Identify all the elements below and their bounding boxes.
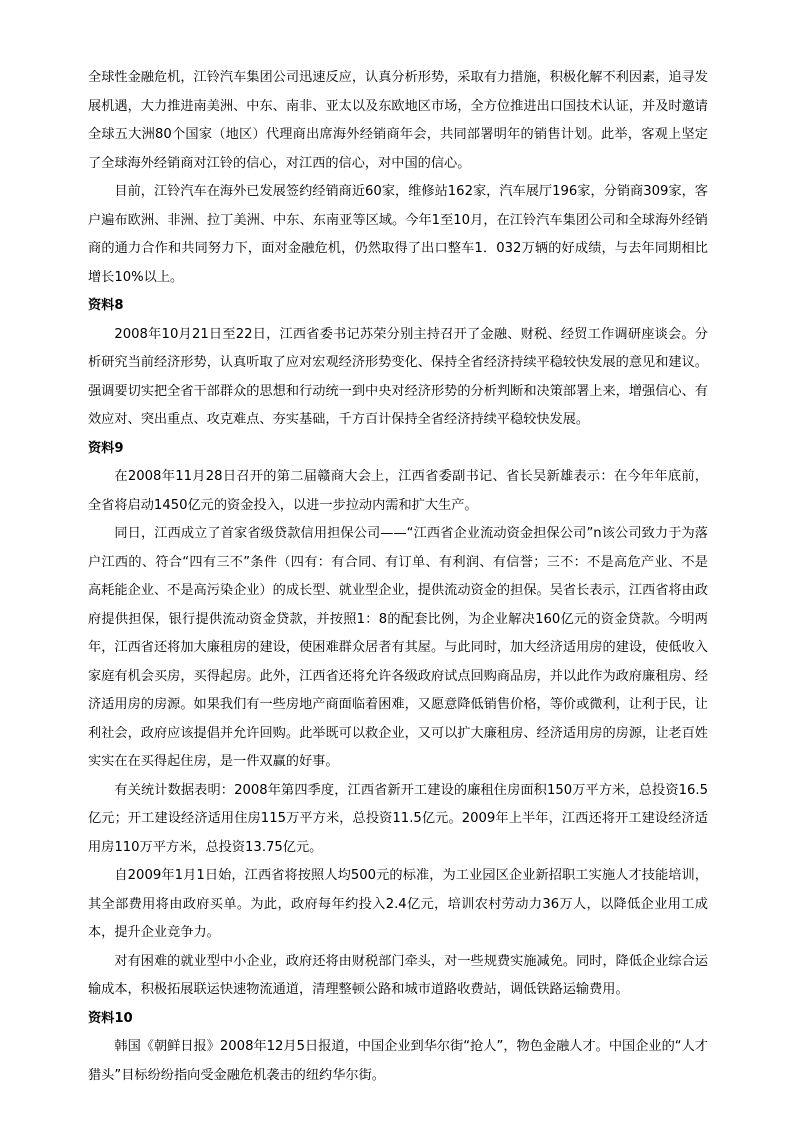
paragraph-material-9-intro: 在2008年11月28日召开的第二届赣商大会上，江西省委副书记、省长吴新雄表示：在今年年底前，全省将启动1450亿元的资金投入，以进一步拉动内需和扩大生产。 bbox=[88, 469, 708, 513]
paragraph-material-9-guarantee: 同日，江西成立了首家省级贷款信用担保公司——“江西省企业流动资金担保公司”n该公司致力于为落户江西的、符合“四有三不”条件（四有：有合同、有订单、有利润、有信誉；三不：不是高危产业、不是高耗能企业、不是高污染企业）的成长型、就业型企业，提供流动资金的担保。吴省长表示，江西省将由政府提供担保，银行提供流动资金贷款，并按照1：8的配套比例，为企业解决160亿元的资金贷款。今明两年，江西省还将加大廉租房的建设，使困难群众居者有其屋。与此同时，加大经济适用房的建设，使低收入家庭有机会买房，买得起房。此外，江西省还将允许各级政府试点回购商品房，并以此作为政府廉租房、经济适用房的房源。如果我们有一些房地产商面临着困难，又愿意降低销售价格，等价或微利，让利于民，让利社会，政府应该提倡并允许回购。此举既可以救企业，又可以扩大廉租房、经济适用房的房源，让老百姓实实在在买得起住房，是一件双赢的好事。 bbox=[88, 526, 708, 769]
paragraph-material-10: 韩国《朝鲜日报》2008年12月5日报道，中国企业到华尔街“抢人”，物色金融人才。中国企业的“人才猎头”目标纷纷指向受金融危机袭击的纽约华尔街。 bbox=[88, 1039, 708, 1083]
paragraph-material-9-training: 自2009年1月1日始，江西省将按照人均500元的标准，为工业园区企业新招职工实施人才技能培训，其全部费用将由政府买单。为此，政府每年约投入2.4亿元，培训农村劳动力36万人，以降低企业用工成本，提升企业竞争力。 bbox=[88, 868, 708, 940]
document-page bbox=[88, 64, 708, 1090]
section-heading-material-8: 资料8 bbox=[88, 298, 124, 313]
paragraph-jiangling-overseas: 目前，江铃汽车在海外已发展签约经销商近60家，维修站162家，汽车展厅196家，分销商309家，客户遍布欧洲、非洲、拉丁美洲、中东、东南亚等区域。今年1至10月，在江铃汽车集团公司和全球海外经销商的通力合作和共同努力下，面对金融危机，仍然取得了出口整车1．032万辆的好成绩，与去年同期相比增长10%以上。 bbox=[88, 184, 708, 285]
section-heading-material-10: 资料10 bbox=[88, 1010, 133, 1026]
paragraph-material-9-statistics: 有关统计数据表明：2008年第四季度，江西省新开工建设的廉租住房面积150万平方米，总投资16.5亿元；开工建设经济适用住房115万平方米，总投资11.5亿元。2009年上半年，江西还将开工建设经济适用房110万平方米，总投资13.75亿元。 bbox=[88, 782, 708, 855]
paragraph-jiangling-crisis-response: 全球性金融危机，江铃汽车集团公司迅速反应，认真分析形势，采取有力措施，积极化解不利因素，追寻发展机遇，大力推进南美洲、中东、南非、亚太以及东欧地区市场，全方位推进出口国技术认证，并及时邀请全球五大洲80个国家（地区）代理商出席海外经销商年会，共同部署明年的销售计划。此举，客观上坚定了全球海外经销商对江铃的信心，对江西的信心，对中国的信心。 bbox=[88, 70, 708, 171]
paragraph-material-8: 2008年10月21日至22日，江西省委书记苏荣分别主持召开了金融、财税、经贸工作调研座谈会。分析研究当前经济形势，认真听取了应对宏观经济形势变化、保持全省经济持续平稳较快发展的意见和建议。强调要切实把全省干部群众的思想和行动统一到中央对经济形势的分析判断和决策部署上来，增强信心、有效应对、突出重点、攻克难点、夯实基础，千方百计保持全省经济持续平稳较快发展。 bbox=[88, 326, 708, 427]
section-heading-material-9: 资料9 bbox=[88, 440, 124, 456]
paragraph-material-9-sme: 对有困难的就业型中小企业，政府还将由财税部门牵头，对一些规费实施减免。同时，降低企业综合运输成本，积极拓展联运快速物流通道，清理整顿公路和城市道路收费站，调低铁路运输费用。 bbox=[88, 953, 708, 997]
